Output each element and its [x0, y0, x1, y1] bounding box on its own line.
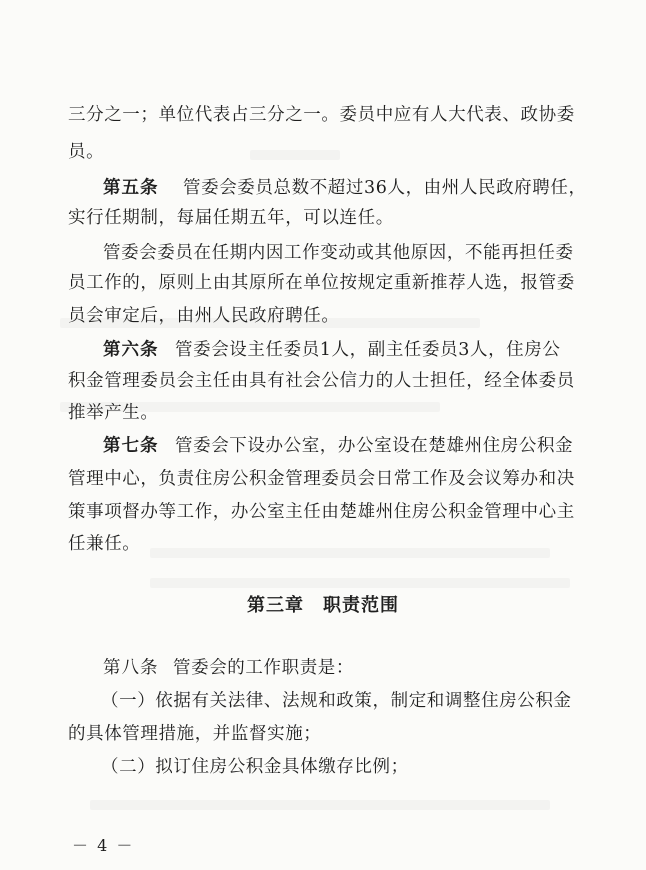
- line-text: 员工作的，原则上由其原所在单位按规定重新推荐人选，报管委: [68, 273, 575, 293]
- bleed-through-mark: [90, 800, 550, 810]
- line-text: （一）依据有关法律、法规和政策，制定和调整住房公积金: [101, 691, 572, 711]
- line-text: 员会审定后，由州人民政府聘任。: [68, 306, 340, 326]
- line-text: 管委会委员在任期内因工作变动或其他原因，不能再担任委: [103, 243, 574, 263]
- line-text: 管委会委员总数不超过36人，由州人民政府聘任，: [183, 178, 587, 198]
- line-text: 实行任期制，每届任期五年，可以连任。: [68, 208, 394, 228]
- article-number: 第七条: [103, 436, 159, 456]
- line-text: 积金管理委员会主任由具有社会公信力的人士担任，经全体委员: [68, 371, 575, 391]
- bleed-through-mark: [250, 150, 340, 160]
- page-number: － 4 －: [72, 836, 135, 855]
- article-number: 第六条: [103, 340, 159, 360]
- line-text: 推举产生。: [68, 403, 159, 423]
- line-text: 管理中心，负责住房公积金管理委员会日常工作及会议筹办和决: [68, 469, 575, 489]
- article-number: 第五条: [103, 178, 159, 198]
- line-text: 三分之一；单位代表占三分之一。委员中应有人大代表、政协委: [68, 105, 575, 125]
- line-text: 员。: [68, 142, 105, 162]
- line-text: 的具体管理措施，并监督实施；: [68, 724, 322, 744]
- chapter-heading: 第三章 职责范围: [247, 595, 399, 616]
- line-text: 任兼任。: [68, 534, 141, 554]
- bleed-through-mark: [150, 578, 570, 588]
- line-text: 管委会下设办公室，办公室设在楚雄州住房公积金: [175, 436, 574, 456]
- bleed-through-mark: [150, 548, 550, 558]
- line-text: （二）拟订住房公积金具体缴存比例；: [101, 757, 409, 777]
- line-text: 管委会设主任委员1人，副主任委员3人，住房公: [175, 340, 561, 360]
- article-number: 第八条: [103, 658, 159, 678]
- line-text: 策事项督办等工作，办公室主任由楚雄州住房公积金管理中心主: [68, 502, 575, 522]
- line-text: 管委会的工作职责是：: [173, 658, 354, 678]
